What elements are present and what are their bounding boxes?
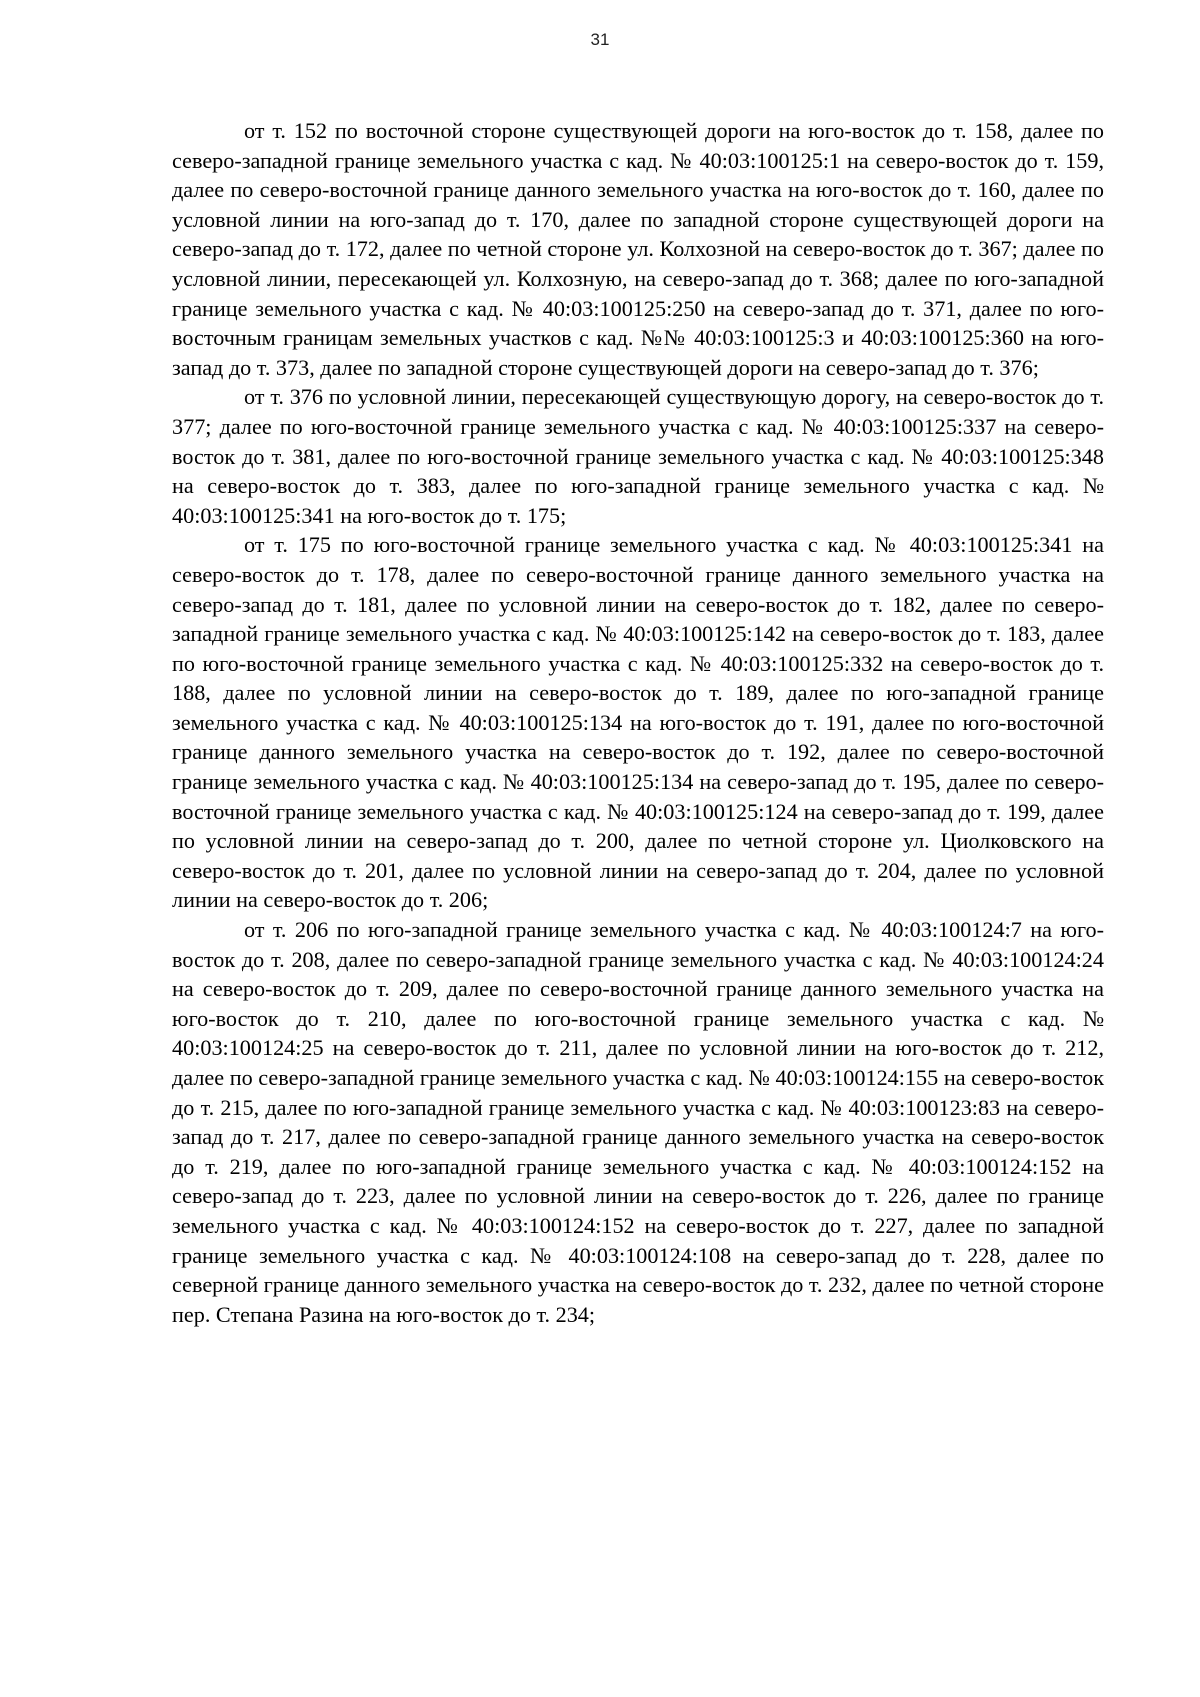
paragraph: от т. 152 по восточной стороне существующей дороги на юго-восток до т. 158, далее по северо-западной границе земельного участка с кад. № 40:03:100125:1 на северо-восток до т. 159, далее по северо-восточной границе данного земельного участка на юго-восток до т. 160, далее по условной линии на юго-запад до т. 170, далее по западной стороне существующей дороги на северо-запад до т. 172, далее по четной стороне ул. Колхозной на северо-восток до т. 367; далее по условной линии, пересекающей ул. Колхозную, на северо-запад до т. 368; далее по юго-западной границе земельного участка с кад. № 40:03:100125:250 на северо-запад до т. 371, далее по юго-восточным границам земельных участков с кад. №№ 40:03:100125:3 и 40:03:100125:360 на юго-запад до т. 373, далее по западной стороне существующей дороги на северо-запад до т. 376;: [172, 118, 1104, 380]
document-body: [172, 116, 1104, 1329]
paragraph: от т. 376 по условной линии, пересекающей существующую дорогу, на северо-восток до т. 377; далее по юго-восточной границе земельного участка с кад. № 40:03:100125:337 на северо-восток до т. 381, далее по юго-восточной границе земельного участка с кад. № 40:03:100125:348 на северо-восток до т. 383, далее по юго-западной границе земельного участка с кад. № 40:03:100125:341 на юго-восток до т. 175;: [172, 384, 1104, 528]
paragraph: от т. 206 по юго-западной границе земельного участка с кад. № 40:03:100124:7 на юго-восток до т. 208, далее по северо-западной границе земельного участка с кад. № 40:03:100124:24 на северо-восток до т. 209, далее по северо-восточной границе данного земельного участка на юго-восток до т. 210, далее по юго-восточной границе земельного участка с кад. № 40:03:100124:25 на северо-восток до т. 211, далее по условной линии на юго-восток до т. 212, далее по северо-западной границе земельного участка с кад. № 40:03:100124:155 на северо-восток до т. 215, далее по юго-западной границе земельного участка с кад. № 40:03:100123:83 на северо-запад до т. 217, далее по северо-западной границе данного земельного участка на северо-восток до т. 219, далее по юго-западной границе земельного участка с кад. № 40:03:100124:152 на северо-запад до т. 223, далее по условной линии на северо-восток до т. 226, далее по границе земельного участка с кад. № 40:03:100124:152 на северо-восток до т. 227, далее по западной границе земельного участка с кад. № 40:03:100124:108 на северо-запад до т. 228, далее по северной границе данного земельного участка на северо-восток до т. 232, далее по четной стороне пер. Степана Разина на юго-восток до т. 234;: [172, 917, 1104, 1327]
paragraph: от т. 175 по юго-восточной границе земельного участка с кад. № 40:03:100125:341 на северо-восток до т. 178, далее по северо-восточной границе данного земельного участка на северо-запад до т. 181, далее по условной линии на северо-восток до т. 182, далее по северо-западной границе земельного участка с кад. № 40:03:100125:142 на северо-восток до т. 183, далее по юго-восточной границе земельного участка с кад. № 40:03:100125:332 на северо-восток до т. 188, далее по условной линии на северо-восток до т. 189, далее по юго-западной границе земельного участка с кад. № 40:03:100125:134 на юго-восток до т. 191, далее по юго-восточной границе данного земельного участка на северо-восток до т. 192, далее по северо-восточной границе земельного участка с кад. № 40:03:100125:134 на северо-запад до т. 195, далее по северо-восточной границе земельного участка с кад. № 40:03:100125:124 на северо-запад до т. 199, далее по условной линии на северо-запад до т. 200, далее по четной стороне ул. Циолковского на северо-восток до т. 201, далее по условной линии на северо-запад до т. 204, далее по условной линии на северо-восток до т. 206;: [172, 532, 1104, 913]
page-number: 31: [590, 30, 610, 49]
